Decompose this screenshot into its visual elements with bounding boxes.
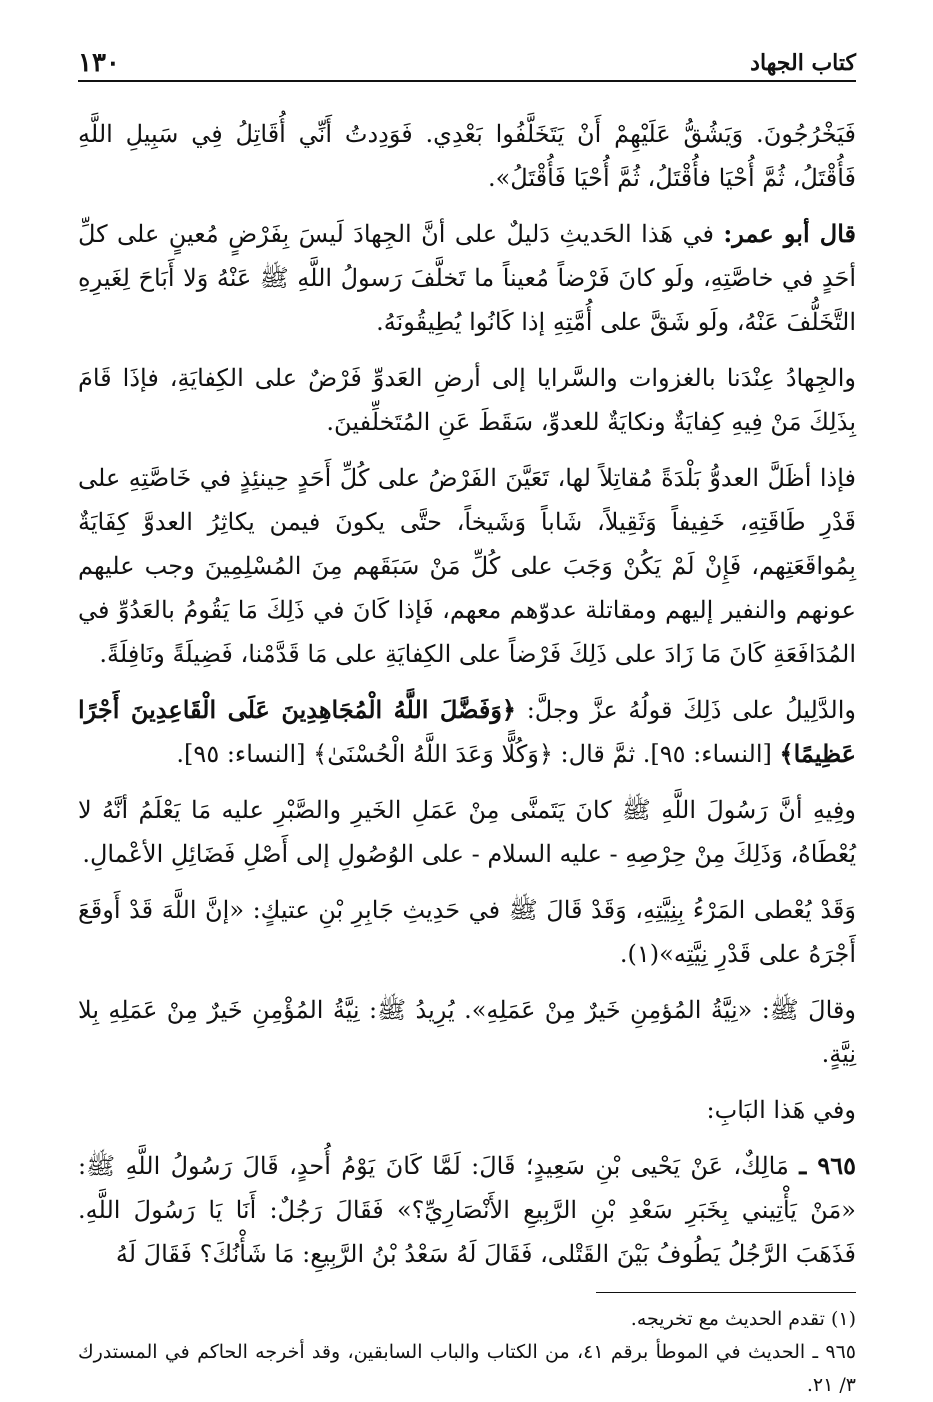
paragraph-3: والجِهادُ عِنْدَنا بالغزوات والسَّرايا إلى أرضِ العَدوِّ فَرْضٌ على الكِفايَةِ، فإذَا قَامَ بِذَلِكَ مَنْ فِيهِ كِفايَةٌ ونكايَةٌ للعدوِّ، سَقَطَ عَنِ المُتَخلِّفينَ. xyxy=(78,364,856,436)
evidence-lead: والدَّلِيلُ على ذَلِكَ قولُهُ عزَّ وجلَّ: xyxy=(526,696,856,724)
page-number: ١٣٠ xyxy=(78,48,120,78)
speaker-lead: قال أبو عمر: xyxy=(723,219,856,248)
hadith-965 xyxy=(78,1144,856,1276)
paragraph-2 xyxy=(78,212,856,344)
main-text xyxy=(78,112,856,1276)
footnote-965: ٩٦٥ ـ الحديث في الموطأ برقم ٤١، من الكتاب والباب السابقين، وقد أخرجه الحاكم في المستدرك ٣/ ٢١. xyxy=(78,1341,856,1396)
paragraph-6: وفِيهِ أنَّ رَسُولَ اللَّهِ ﷺ كانَ يَتَمنَّى مِنْ عَمَلِ الخَيرِ والصَّبْرِ عليه مَا يَعْلَمُ أنَّهُ لا يُعْطَاهُ، وَذَلِكَ مِنْ حِرْصِهِ - عليه السلام - على الوُصُولِ إلى أَصْلِ فَضَائِلِ الأعْمالِ. xyxy=(78,796,856,868)
paragraph-5-text: [النساء: ٩٥]. ثمَّ قال: ﴿وَكُلًّا وَعَدَ اللَّهُ الْحُسْنَىٰ﴾ [النساء: ٩٥]. xyxy=(176,740,772,768)
hadith-text: مَالِكٌ، عَنْ يَحْيى بْنِ سَعِيدٍ؛ قَالَ: لَمَّا كَانَ يَوْمُ أُحدٍ، قَالَ رَسُولُ اللَّهِ ﷺ: «مَنْ يَأْتِيني بِخَبَرِ سَعْدِ بْنِ الرَّبِيعِ الأَنْصَارِيِّ؟» فَقَالَ رَجُلٌ: أَنَا يَا رَسُولَ اللَّهِ. فَذَهَبَ الرَّجُلُ يَطُوفُ بَيْنَ القَتْلى، فَقَالَ لَهُ سَعْدُ بْنُ الرَّبِيعِ: مَا شَأْنُكَ؟ فَقَالَ لَهُ xyxy=(78,1152,856,1268)
quran-verse: ﴿وَفَضَّلَ اللَّهُ الْمُجَاهِدِينَ عَلَى الْقَاعِدِينَ أَجْرًا عَظِيمًا﴾ xyxy=(78,695,856,768)
paragraph-2-text: في هَذا الحَديثِ دَليلٌ على أنَّ الجِهادَ لَيسَ بِفَرْضٍ مُعينٍ على كلِّ أحَدٍ في خاصَّتِهِ، ولَو كانَ فَرْضاً مُعيناً ما تَخلَّفَ رَسولُ اللَّهِ ﷺ عَنْهُ وَلا أَبَاحَ لِغَيرِهِ التَّخَلُّفَ عَنْهُ، ولَو شَقَّ على أُمَّتِهِ إذا كَانُوا يُطِيقُونَهُ. xyxy=(78,220,856,336)
footnotes xyxy=(78,1303,856,1402)
footnote-divider xyxy=(596,1292,856,1293)
footnote-1: (١) تقدم الحديث مع تخريجه. xyxy=(630,1308,856,1330)
paragraph-8: وقالَ ﷺ: «نِيَّةُ المُؤمِنِ خَيرٌ مِنْ عَمَلِهِ». يُرِيدُ ﷺ: نِيَّةُ المُؤْمِنِ خَيرٌ مِنْ عَمَلِهِ بِلا نِيَّةٍ. xyxy=(78,996,856,1068)
paragraph-5 xyxy=(78,688,856,776)
hadith-number: ٩٦٥ ـ xyxy=(799,1151,857,1180)
paragraph-9: وفي هَذا البَابِ: xyxy=(706,1096,856,1124)
paragraph-1: فَيَخْرُجُونَ. وَيَشُقُّ عَلَيْهِمْ أَنْ يَتَخَلَّفُوا بَعْدِي. فَوَدِدتُ أَنِّي أُقَاتِلُ فِي سَبِيلِ اللَّهِ فَأُقْتَلُ، ثُمَّ أُحْيَا فأُقْتَلُ، ثُمَّ أُحْيَا فَأُقْتَلُ». xyxy=(78,120,856,192)
paragraph-7: وَقَدْ يُعْطى المَرْءُ بِنِيَّتِهِ، وَقَدْ قَالَ ﷺ في حَدِيثِ جَابِرِ بْنِ عتيكٍ: «إنَّ اللَّهَ قَدْ أَوقَعَ أَجْرَهُ على قَدْرِ نِيَّتِه»(١). xyxy=(78,896,856,968)
paragraph-4: فإذا أظَلَّ العدوُّ بَلْدَةً مُقاتِلاً لها، تَعَيَّنَ الفَرْضُ على كُلِّ أَحَدٍ حِينئِذٍ في خَاصَّتِهِ على قَدْرِ طَاقَتِهِ، خَفِيفاً وَثَقِيلاً، شَاباً وَشَيخاً، حتَّى يكونَ فيمن يكاثِرُ العدوَّ كِفَايَةٌ بِمُواقَعَتِهم، فَإِنْ لَمْ يَكُنْ وَجَبَ على كُلِّ مَنْ سَبَقَهم مِنَ المُسْلِمِينَ وجب عليهم عونهم والنفير إليهم ومقاتلة عدوّهم معهم، فَإذا كَانَ في ذَلِكَ مَا يَقُومُ بالعَدُوِّ في المُدَافَعَةِ كَانَ مَا زَادَ على ذَلِكَ فَرْضاً على الكِفايَةِ على مَا قَدَّمْنا، فَضِيلَةً ونَافِلَةً. xyxy=(78,464,856,668)
book-page xyxy=(78,40,857,1396)
chapter-title: كتاب الجهاد xyxy=(750,50,856,76)
page-header xyxy=(78,40,856,82)
